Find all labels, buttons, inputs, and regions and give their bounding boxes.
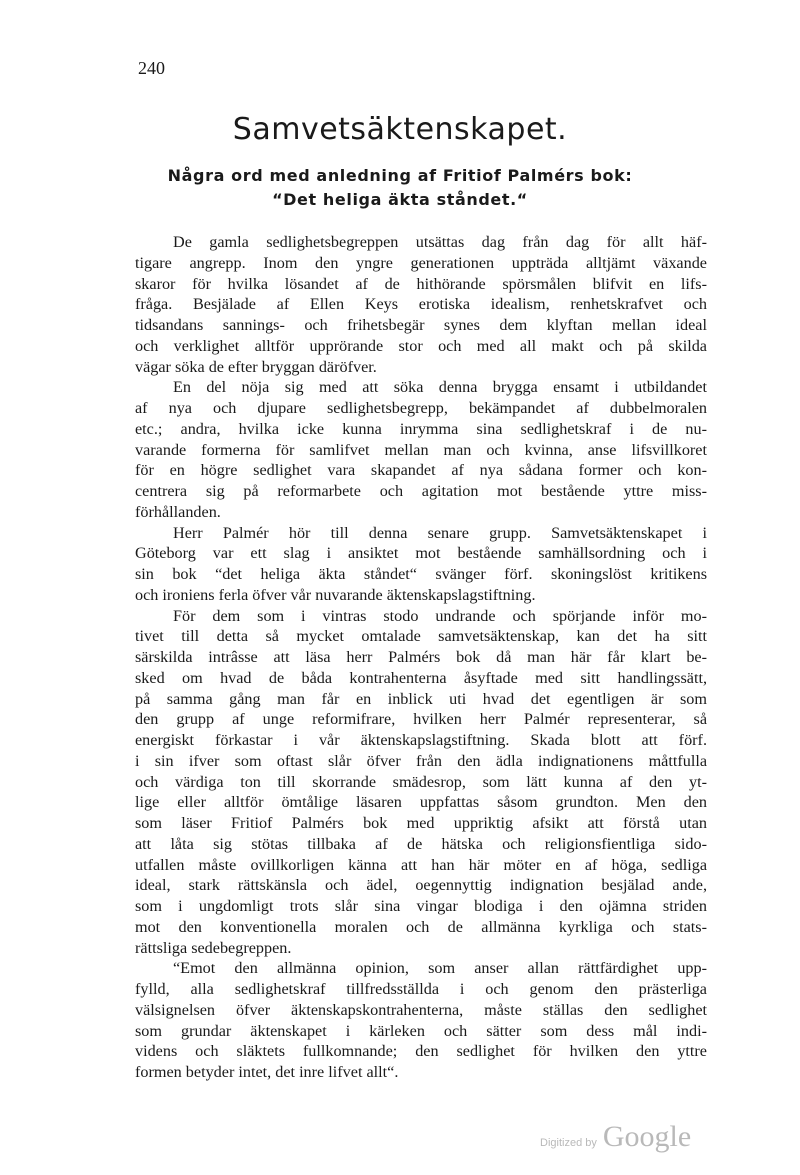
body-line: formen betyder intet, det inre lifvet allt“. [135,1063,399,1081]
body-line: och värdiga ton till skorrande smädesrop, som lätt kunna af den yt- [135,772,707,791]
digitized-by-label: Digitized by [540,1137,597,1149]
body-line: utfallen måste ovillkorligen känna att han här möter en af höga, sedliga [135,855,707,874]
body-line: den grupp af unge reformifrare, hvilken herr Palmér representerar, så [135,710,707,729]
body-line: i sin ifver som oftast slår öfver från den ädla indignationens måttfulla [135,751,707,770]
body-line: De gamla sedlighetsbegreppen utsättas dag från dag för allt häf- [173,233,707,251]
body-line: välsignelsen öfver äktenskapskontrahenterna, måste ställas den sedlighet [135,1000,707,1019]
body-line: rättsliga sedebegreppen. [135,938,292,957]
body-line: tidsandans sannings- och frihetsbegär synes dem klyftan mellan ideal [135,316,707,334]
body-line: fylld, alla sedlighetskraf tillfredsställda i och genom den prästerliga [135,980,707,998]
body-line: ideal, stark rättskänsla och ädel, oegennyttig indignation besjälad ande, [135,876,707,895]
body-line: som grundar äktenskapet i kärleken och sätter som dess mål indi- [135,1021,707,1040]
body-line: sked om hvad de båda kontrahenterna åsyftade med sitt handlingssätt, [135,668,707,687]
body-line: fråga. Besjälade af Ellen Keys erotiska idealism, renhetskrafvet och [135,295,707,314]
digitized-by-google-watermark [540,1120,691,1154]
article-body [135,232,707,1083]
body-line: En del nöja sig med att söka denna brygga ensamt i utbildandet [173,378,707,397]
body-line: vägar söka de efter bryggan däröfver. [135,357,377,376]
body-line: att låta sig stötas tillbaka af de hätska och religionsfientliga sido- [135,834,707,853]
body-line: mot den konventionella moralen och de allmänna kyrkliga och stats- [135,917,707,936]
body-line: etc.; andra, hvilka icke kunna inrymma sina sedlighetskraf i de nu- [135,419,707,438]
body-line: som i ungdomligt trots slår sina vingar blodiga i den ojämna striden [135,897,707,915]
body-line: centrera sig på reformarbete och agitation mot bestående yttre miss- [135,482,707,500]
page-number: 240 [138,58,165,78]
article-title: Samvetsäktenskapet. [232,112,568,147]
body-line: sin bok “det heliga äkta ståndet“ svänger förf. skoningslöst kritikens [135,565,707,583]
body-line: energiskt förkastar i vår äktenskapslagstiftning. Skada blott att förf. [135,731,707,749]
google-logo: Google [602,1120,692,1153]
body-line: för en högre sedlighet vara skapandet af nya sådana former och kon- [135,461,707,480]
article-subtitle-line-2: “Det heliga äkta ståndet.“ [272,190,528,209]
body-line: lige eller alltför ömtålige läsaren uppfattas såsom grundton. Men den [135,793,707,812]
body-line: och verklighet alltför upprörande stor och med all makt och på skilda [135,336,707,355]
body-line: som läser Fritiof Palmérs bok med uppriktig afsikt att förstå utan [135,814,707,832]
body-line: För dem som i vintras stodo undrande och spörjande inför mo- [173,606,707,625]
body-line: på samma gång man får en inblick uti hvad det egentligen är som [135,689,707,708]
body-line: videns och släktets fullkomnande; den sedlighet för hvilken den yttre [135,1042,707,1061]
body-line: af nya och djupare sedlighetsbegrepp, bekämpandet af dubbelmoralen [135,399,707,417]
body-line: tigare angrepp. Inom den yngre generationen uppträda alltjämt växande [135,253,707,272]
body-line: och ironiens ferla öfver vår nuvarande äktenskapslagstiftning. [135,585,536,604]
body-line: varande formerna för samlifvet mellan man och kvinna, anse lifsvillkoret [135,440,707,459]
body-line: tivet till detta så mycket omtalade samvetsäktenskap, kan det ha sitt [135,627,707,646]
article-subtitle-line-1: Några ord med anledning af Fritiof Palmérs bok: [167,166,633,185]
body-line: särskilda intrâsse att läsa herr Palmérs bok då man här får klart be- [135,648,707,666]
body-line: Göteborg var ett slag i ansiktet mot bestående samhällsordning och i [135,544,707,563]
body-line: “Emot den allmänna opinion, som anser allan rättfärdighet upp- [173,959,707,978]
body-line: förhållanden. [135,502,221,521]
body-line: Herr Palmér hör till denna senare grupp. Samvetsäktenskapet i [173,523,707,542]
body-line: skaror för hvilka lösandet af de hithörande spörsmålen blifvit en lifs- [135,274,707,293]
